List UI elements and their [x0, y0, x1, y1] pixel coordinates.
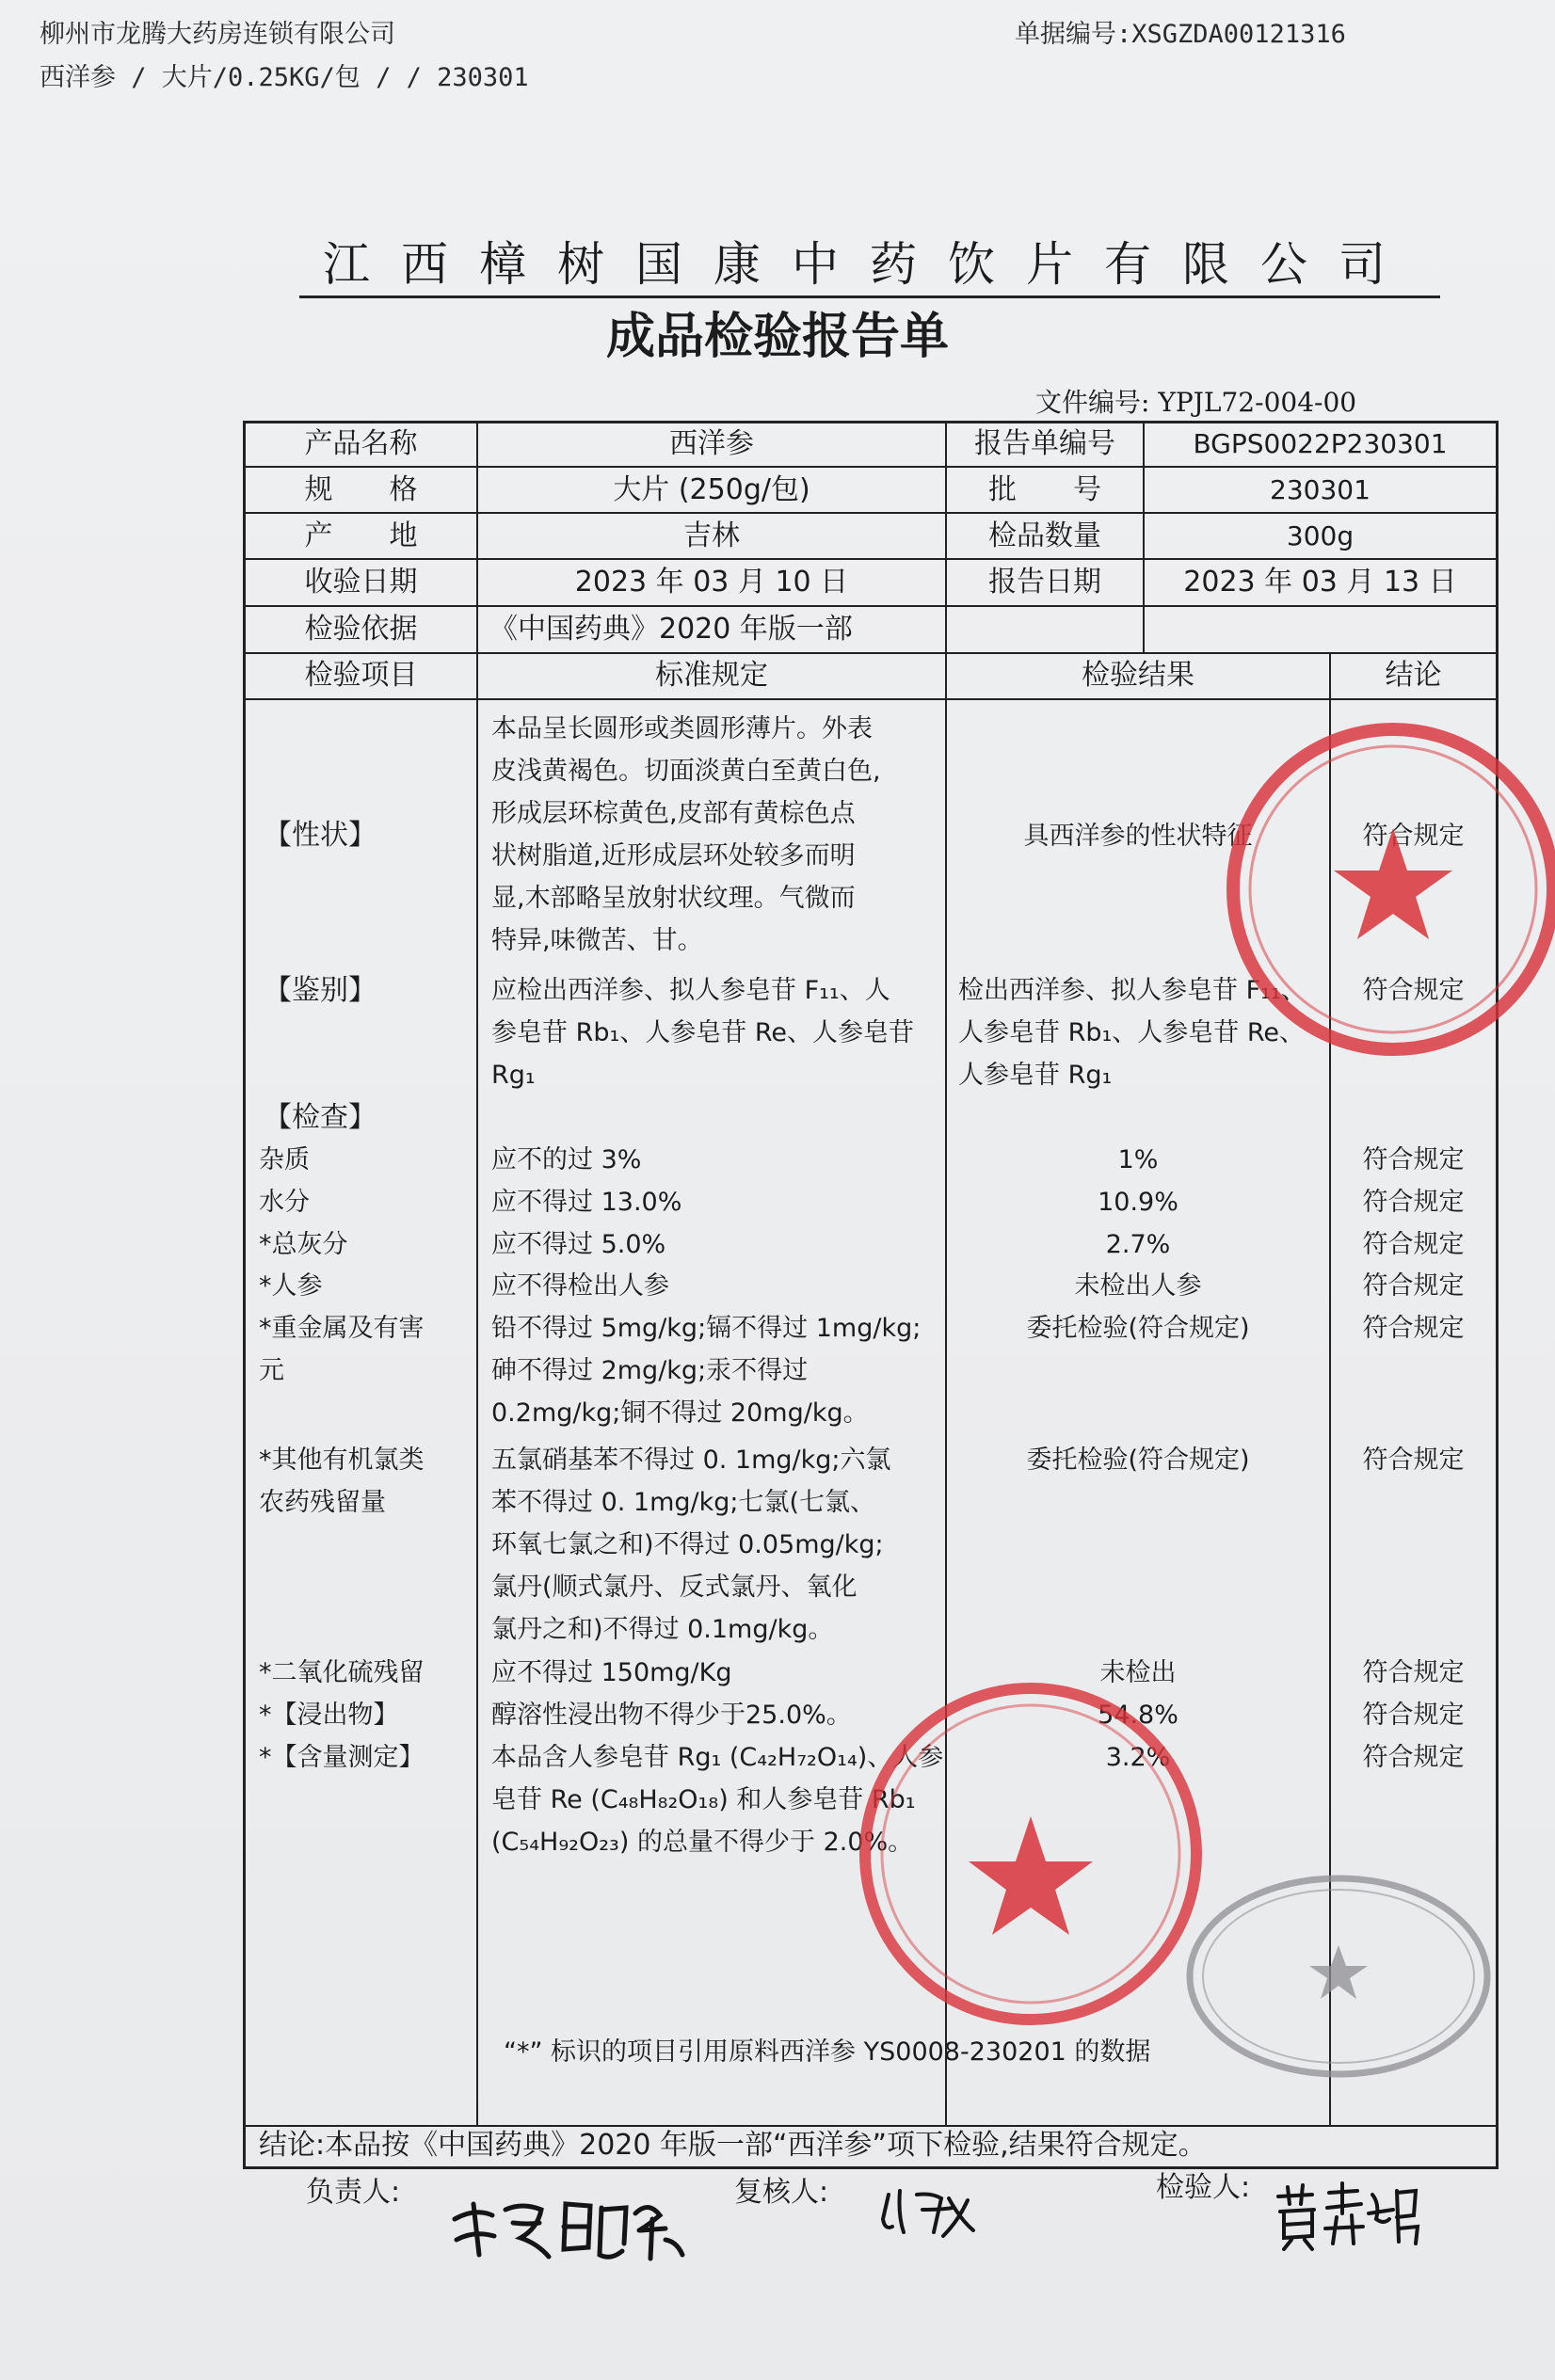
label-report-no: 报告单编号	[974, 427, 1115, 460]
label-report-date: 报告日期	[988, 566, 1101, 599]
report-title: 成品检验报告单	[605, 308, 949, 365]
col-header-standard: 标准规定	[655, 659, 768, 692]
item-jiancha: 【检查】	[264, 1101, 377, 1134]
batch-number: 230301	[1270, 474, 1371, 505]
text-line: 砷不得过 2mg/kg;汞不得过	[491, 1356, 809, 1385]
standard-renshen: 应不得检出人参	[491, 1271, 669, 1301]
inspection-seal	[1181, 1868, 1497, 2084]
footnote: “*” 标识的项目引用原料西洋参 YS0008-230201 的数据	[504, 2037, 1151, 2067]
text-line: 应检出西洋参、拟人参皂苷 F₁₁、人	[491, 976, 890, 1005]
result-eryanghualiu: 未检出	[1099, 1658, 1177, 1687]
text-line: 人参皂苷 Rb₁、人参皂苷 Re、	[958, 1018, 1306, 1047]
text-line: 元	[259, 1356, 284, 1385]
item-hanliang: *【含量测定】	[259, 1743, 425, 1772]
label-product-name: 产品名称	[304, 427, 418, 460]
conclusion-zhongjinshu: 符合规定	[1362, 1314, 1465, 1343]
text-line: 特异,味微苦、甘。	[491, 926, 703, 955]
text-line: *其他有机氯类	[259, 1446, 425, 1475]
standard-zonghuifen: 应不得过 5.0%	[491, 1230, 666, 1259]
report-date: 2023 年 03 月 13 日	[1183, 566, 1457, 599]
conclusion-hanliang: 符合规定	[1362, 1743, 1465, 1772]
conclusion-eryanghualiu: 符合规定	[1362, 1658, 1465, 1687]
col-header-conclusion: 结论	[1385, 659, 1442, 692]
standard-jianbie	[491, 969, 914, 1096]
result-hanliang: 3.2%	[1105, 1743, 1171, 1772]
signature-inspector	[1271, 2176, 1421, 2255]
conclusion-xingzhuang: 符合规定	[1362, 822, 1465, 851]
text-line: 氯丹(顺式氯丹、反式氯丹、氧化	[491, 1573, 858, 1602]
result-zazhi: 1%	[1117, 1145, 1159, 1174]
result-xingzhuang: 具西洋参的性状特征	[1023, 822, 1253, 851]
standard-xingzhuang	[491, 708, 881, 962]
conclusion-renshen: 符合规定	[1362, 1271, 1465, 1301]
final-conclusion: 结论:本品按《中国药典》2020 年版一部“西洋参”项下检验,结果符合规定。	[259, 2129, 1207, 2162]
text-line: 人参皂苷 Rg₁	[958, 1061, 1113, 1090]
item-nongyao	[259, 1439, 425, 1524]
label-inspector: 检验人:	[1156, 2171, 1251, 2204]
result-zhongjinshu: 委托检验(符合规定)	[1026, 1314, 1250, 1343]
sample-quantity: 300g	[1286, 520, 1355, 551]
signature-responsible	[447, 2181, 692, 2270]
text-line: 环氧七氯之和)不得过 0.05mg/kg;	[491, 1530, 884, 1559]
standard-zhongjinshu	[491, 1307, 921, 1434]
result-shuifen: 10.9%	[1098, 1188, 1178, 1217]
text-line: 参皂苷 Rb₁、人参皂苷 Re、人参皂苷	[491, 1018, 915, 1047]
doc-number-label: 单据编号:	[1015, 20, 1132, 49]
file-number: 文件编号: YPJL72-004-00	[1035, 387, 1357, 418]
result-zonghuifen: 2.7%	[1105, 1230, 1171, 1259]
standard-nongyao	[491, 1439, 891, 1651]
item-zazhi: 杂质	[259, 1145, 310, 1174]
receive-date: 2023 年 03 月 10 日	[574, 566, 849, 599]
text-line: *重金属及有害	[259, 1314, 425, 1343]
text-line: 农药残留量	[259, 1488, 386, 1517]
label-reviewer: 复核人:	[734, 2176, 829, 2209]
result-renshen: 未检出人参	[1074, 1271, 1202, 1301]
label-quantity: 检品数量	[988, 519, 1101, 552]
standard-zazhi: 应不的过 3%	[491, 1145, 642, 1174]
item-jianbie: 【鉴别】	[264, 974, 377, 1007]
spec: 大片 (250g/包)	[613, 473, 810, 506]
product-name: 西洋参	[669, 427, 754, 460]
buyer-name: 柳州市龙腾大药房连锁有限公司	[40, 20, 395, 49]
origin: 吉林	[683, 519, 740, 552]
text-line: 皮浅黄褐色。切面淡黄白至黄白色,	[491, 757, 881, 786]
company-name: 江西樟树国康中药饮片有限公司	[299, 235, 1440, 298]
result-nongyao: 委托检验(符合规定)	[1026, 1446, 1250, 1475]
label-basis: 检验依据	[304, 613, 418, 646]
text-line: 本品呈长圆形或类圆形薄片。外表	[491, 714, 873, 743]
label-spec: 规 格	[304, 473, 418, 506]
rule	[243, 512, 1499, 514]
col-header-item: 检验项目	[304, 659, 418, 692]
rule	[243, 698, 1499, 700]
rule	[243, 605, 1499, 607]
item-zonghuifen: *总灰分	[259, 1230, 348, 1259]
pharmacy-seal	[852, 1675, 1210, 2033]
label-responsible: 负责人:	[306, 2176, 401, 2209]
standard-eryanghualiu: 应不得过 150mg/Kg	[491, 1658, 732, 1687]
text-line: 显,木部略呈放射状纹理。气微而	[491, 884, 856, 913]
text-line: 0.2mg/kg;铜不得过 20mg/kg。	[491, 1398, 869, 1428]
conclusion-jianbie: 符合规定	[1362, 976, 1465, 1005]
text-line: 五氯硝基苯不得过 0. 1mg/kg;六氯	[491, 1446, 891, 1475]
text-line: 检出西洋参、拟人参皂苷 F₁₁、	[958, 976, 1307, 1005]
standard-shuifen: 应不得过 13.0%	[491, 1188, 682, 1217]
quality-seal	[1219, 715, 1555, 1063]
rule	[243, 466, 1499, 468]
text-line: (C₅₄H₉₂O₂₃) 的总量不得少于 2.0%。	[491, 1828, 914, 1857]
text-line: 铅不得过 5mg/kg;镉不得过 1mg/kg;	[491, 1314, 922, 1343]
text-line: 氯丹之和)不得过 0.1mg/kg。	[491, 1615, 834, 1644]
item-renshen: *人参	[259, 1271, 323, 1301]
doc-number-value: XSGZDA00121316	[1131, 20, 1346, 49]
rule	[243, 558, 1499, 560]
text-line: 皂苷 Re (C₄₈H₈₂O₁₈) 和人参皂苷 Rb₁	[491, 1785, 916, 1814]
item-jinchuwu: *【浸出物】	[259, 1701, 399, 1730]
text-line: 苯不得过 0. 1mg/kg;七氯(七氯、	[491, 1488, 876, 1517]
label-batch: 批 号	[988, 473, 1101, 506]
conclusion-zonghuifen: 符合规定	[1362, 1230, 1465, 1259]
text-line: 本品含人参皂苷 Rg₁ (C₄₂H₇₂O₁₄)、人参	[491, 1743, 944, 1772]
item-eryanghualiu: *二氧化硫残留	[259, 1658, 425, 1687]
item-shuifen: 水分	[259, 1188, 310, 1217]
text-line: 形成层环棕黄色,皮部有黄棕色点	[491, 799, 856, 828]
conclusion-jinchuwu: 符合规定	[1362, 1701, 1465, 1730]
label-origin: 产 地	[304, 519, 418, 552]
item-xingzhuang: 【性状】	[264, 819, 377, 852]
text-line: 状树脂道,近形成层环处较多而明	[491, 841, 856, 871]
signature-reviewer	[875, 2181, 988, 2251]
standard-jinchuwu: 醇溶性浸出物不得少于25.0%。	[491, 1701, 852, 1730]
conclusion-shuifen: 符合规定	[1362, 1188, 1465, 1217]
text-line: Rg₁	[491, 1061, 536, 1090]
product-line: 西洋参 / 大片/0.25KG/包 / / 230301	[40, 63, 529, 92]
report-no: BGPS0022P230301	[1193, 428, 1448, 459]
result-jinchuwu: 54.8%	[1098, 1701, 1178, 1730]
doc-number	[1015, 13, 1346, 50]
conclusion-zazhi: 符合规定	[1362, 1145, 1465, 1174]
label-receive-date: 收验日期	[304, 566, 418, 599]
col-header-result: 检验结果	[1082, 659, 1194, 692]
inspection-basis: 《中国药典》2020 年版一部	[489, 613, 853, 646]
item-zhongjinshu	[259, 1307, 425, 1392]
conclusion-nongyao: 符合规定	[1362, 1446, 1465, 1475]
rule	[243, 652, 1499, 654]
